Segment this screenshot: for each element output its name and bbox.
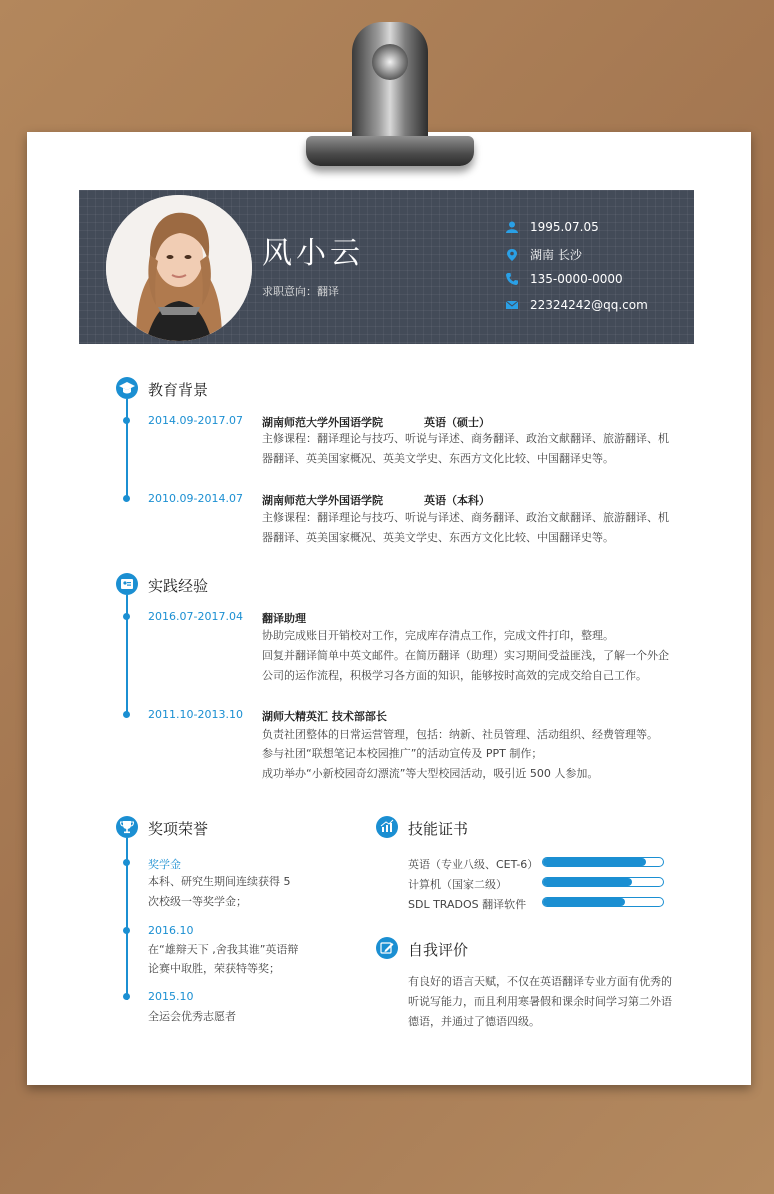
binder-clip-base bbox=[306, 136, 474, 166]
award-head: 2016.10 bbox=[148, 924, 194, 937]
birthday-text: 1995.07.05 bbox=[530, 220, 599, 234]
person-icon bbox=[506, 221, 518, 233]
skill-name: 计算机（国家二级） bbox=[408, 878, 507, 891]
self-line: 德语，并通过了德语四级。 bbox=[408, 1015, 540, 1028]
skill-name: 英语（专业八级、CET-6） bbox=[408, 858, 539, 871]
award-line: 本科、研究生期间连续获得 5 bbox=[148, 875, 291, 888]
self-line: 听说写能力，而且利用寒暑假和课余时间学习第二外语 bbox=[408, 995, 672, 1008]
skill-bar bbox=[542, 857, 664, 867]
skill-bar-fill bbox=[543, 878, 632, 886]
practice-role: 湖师大精英汇 技术部部长 bbox=[262, 710, 387, 723]
education-school: 湖南师范大学外国语学院 bbox=[262, 494, 383, 507]
education-date: 2010.09-2014.07 bbox=[148, 492, 243, 505]
skill-bar bbox=[542, 877, 664, 887]
award-line: 全运会优秀志愿者 bbox=[148, 1010, 236, 1023]
self-line: 有良好的语言天赋，不仅在英语翻译专业方面有优秀的 bbox=[408, 975, 672, 988]
skills-title: 技能证书 bbox=[408, 820, 469, 838]
trophy-icon bbox=[116, 816, 138, 838]
award-line: 在“雄辩天下 ,舍我其谁”英语辩 bbox=[148, 943, 299, 956]
contact-email bbox=[506, 298, 648, 312]
graduation-cap-icon bbox=[116, 377, 138, 399]
binder-clip-icon bbox=[352, 22, 428, 144]
phone-text: 135-0000-0000 bbox=[530, 272, 623, 286]
education-courses-line: 主修课程：翻译理论与技巧、听说与译述、商务翻译、政治文献翻译、旅游翻译、机 bbox=[262, 432, 669, 445]
practice-line: 成功举办“小新校园奇幻漂流”等大型校园活动，吸引近 500 人参加。 bbox=[262, 767, 599, 780]
mail-icon bbox=[506, 299, 518, 311]
education-degree: 英语（硕士） bbox=[424, 416, 490, 429]
education-title: 教育背景 bbox=[148, 381, 209, 399]
education-courses-line: 器翻译、英美国家概况、英美文学史、东西方文化比较、中国翻译史等。 bbox=[262, 531, 614, 544]
contact-location bbox=[506, 246, 582, 263]
education-courses-line: 器翻译、英美国家概况、英美文学史、东西方文化比较、中国翻译史等。 bbox=[262, 452, 614, 465]
job-intent: 求职意向：翻译 bbox=[262, 285, 339, 298]
chart-icon bbox=[376, 816, 398, 838]
skill-bar bbox=[542, 897, 664, 907]
contact-phone bbox=[506, 272, 623, 286]
phone-icon bbox=[506, 273, 518, 285]
timeline-dot bbox=[123, 711, 130, 718]
award-head: 2015.10 bbox=[148, 990, 194, 1003]
practice-date: 2011.10-2013.10 bbox=[148, 708, 243, 721]
education-timeline bbox=[126, 399, 128, 499]
award-head: 奖学金 bbox=[148, 858, 181, 871]
timeline-dot bbox=[123, 495, 130, 502]
education-date: 2014.09-2017.07 bbox=[148, 414, 243, 427]
practice-line: 公司的运作流程，积极学习各方面的知识，能够按时高效的完成交给自己工作。 bbox=[262, 669, 647, 682]
practice-line: 协助完成账目开销校对工作，完成库存清点工作，完成文件打印，整理。 bbox=[262, 629, 614, 642]
skill-name: SDL TRADOS 翻译软件 bbox=[408, 898, 527, 911]
award-line: 论赛中取胜，荣获特等奖； bbox=[148, 962, 280, 975]
location-pin-icon bbox=[506, 249, 518, 261]
education-degree: 英语（本科） bbox=[424, 494, 490, 507]
awards-title: 奖项荣誉 bbox=[148, 820, 209, 838]
id-card-icon bbox=[116, 573, 138, 595]
award-line: 次校级一等奖学金； bbox=[148, 895, 247, 908]
person-name: 风小云 bbox=[262, 236, 364, 271]
timeline-dot bbox=[123, 993, 130, 1000]
timeline-dot bbox=[123, 613, 130, 620]
pencil-icon bbox=[376, 937, 398, 959]
avatar bbox=[106, 195, 252, 341]
skill-bar-fill bbox=[543, 898, 625, 906]
contact-birthday bbox=[506, 220, 599, 234]
practice-line: 参与社团“联想笔记本校园推广”的活动宣传及 PPT 制作； bbox=[262, 747, 543, 760]
education-courses-line: 主修课程：翻译理论与技巧、听说与译述、商务翻译、政治文献翻译、旅游翻译、机 bbox=[262, 511, 669, 524]
practice-line: 回复并翻译简单中英文邮件。在简历翻译（助理）实习期间受益匪浅，了解一个外企 bbox=[262, 649, 669, 662]
timeline-dot bbox=[123, 859, 130, 866]
timeline-dot bbox=[123, 417, 130, 424]
location-text: 湖南 长沙 bbox=[530, 248, 582, 262]
self-title: 自我评价 bbox=[408, 941, 469, 959]
practice-role: 翻译助理 bbox=[262, 612, 306, 625]
practice-line: 负责社团整体的日常运营管理，包括：纳新、社员管理、活动组织、经费管理等。 bbox=[262, 728, 658, 741]
email-text: 22324242@qq.com bbox=[530, 298, 648, 312]
education-school: 湖南师范大学外国语学院 bbox=[262, 416, 383, 429]
skill-bar-fill bbox=[543, 858, 646, 866]
timeline-dot bbox=[123, 927, 130, 934]
practice-date: 2016.07-2017.04 bbox=[148, 610, 243, 623]
practice-title: 实践经验 bbox=[148, 577, 209, 595]
binder-clip-hole bbox=[372, 44, 408, 80]
